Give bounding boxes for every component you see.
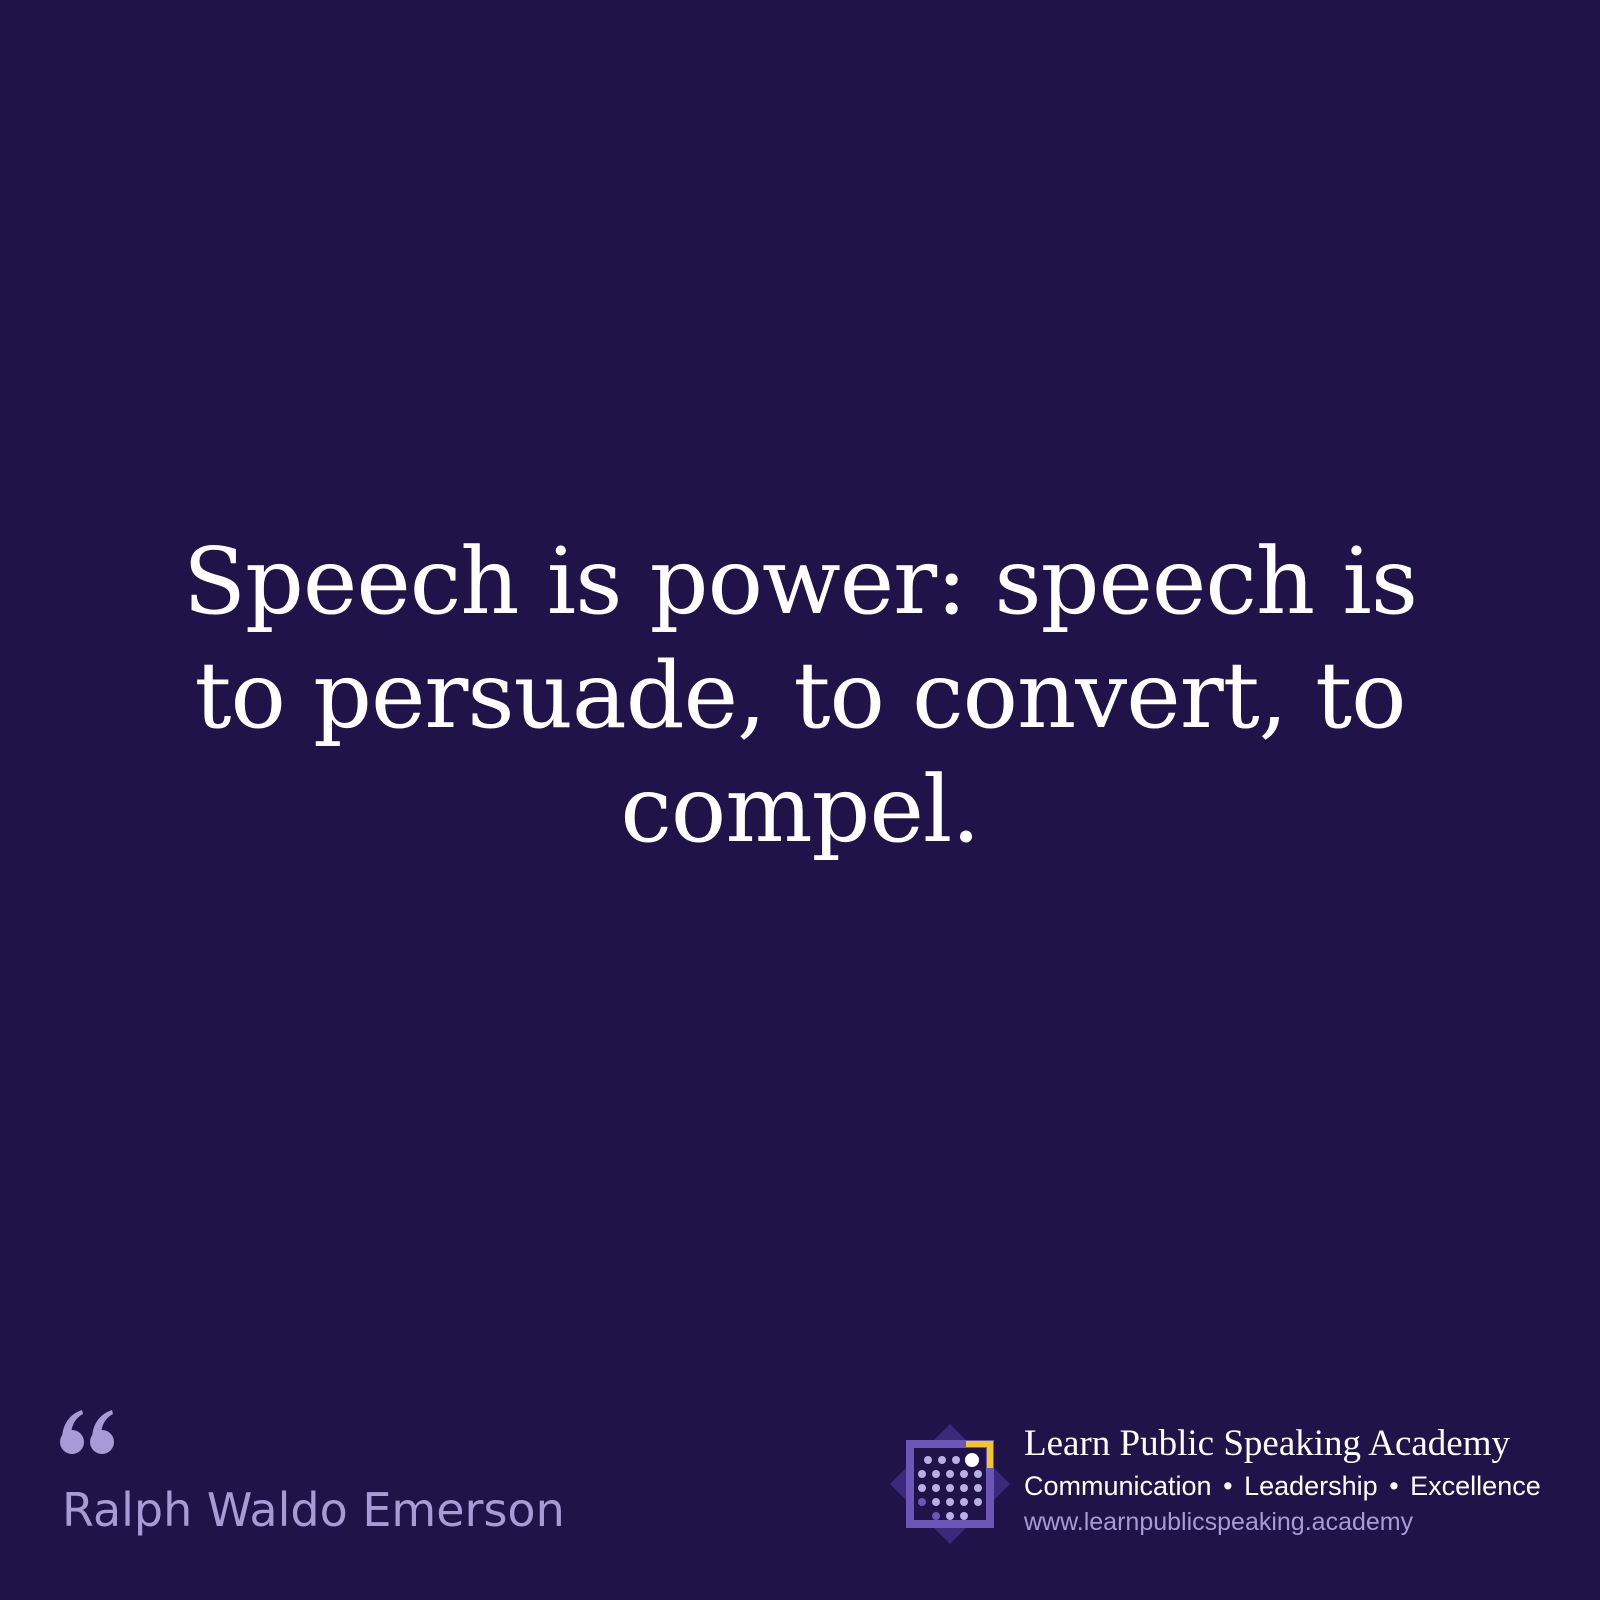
brand-tagline [1024,1468,1541,1504]
tagline-separator: • [1389,1471,1399,1501]
brand-name: Learn Public Speaking Academy [1024,1423,1511,1464]
tagline-separator: • [1223,1471,1233,1501]
brand-url[interactable]: www.learnpublicspeaking.academy [1024,1508,1414,1536]
quote-text: Speech is power: speech is to persuade, to convert, to compel. [182,528,1418,863]
tagline-leadership: Leadership [1244,1471,1378,1501]
opening-quote-icon [56,1400,120,1464]
academy-logo-icon [888,1422,1012,1546]
author-name: Ralph Waldo Emerson [62,1483,565,1537]
tagline-excellence: Excellence [1410,1471,1541,1501]
tagline-communication: Communication [1024,1471,1212,1501]
